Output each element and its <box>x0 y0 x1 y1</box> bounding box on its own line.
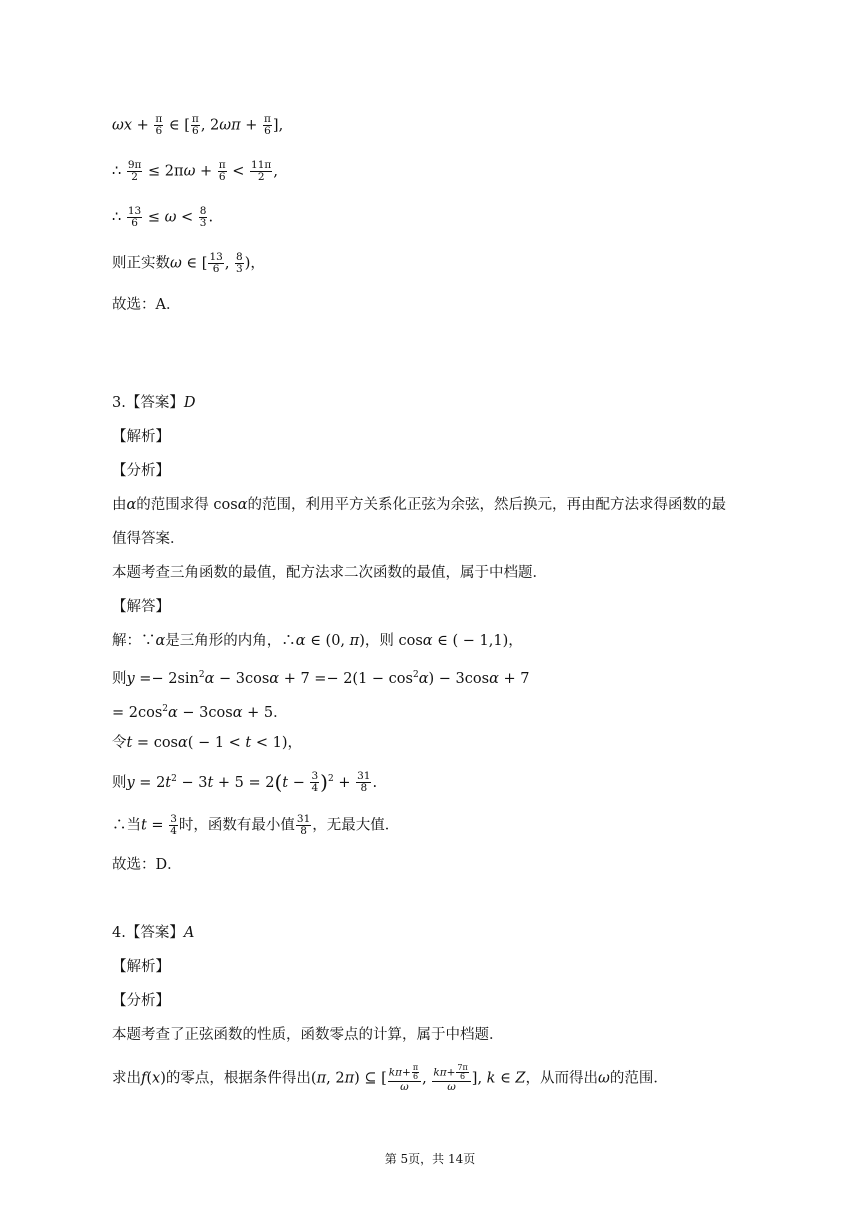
q3-fenxi-line2: 值得答案． <box>112 531 185 547</box>
q3-ze: 则 <box>112 774 127 791</box>
q4-line2-b: 的零点，根据条件得出 <box>165 1070 311 1087</box>
q3-choice: 故选：D． <box>112 857 182 873</box>
q3-solution-line1: 解：∵α是三角形的内角，∴α ∈ (0, π)，则 cosα ∈ ( − 1,1)， <box>112 633 523 649</box>
q4-heading <box>112 922 194 944</box>
formula-omega-range: ωx + $\frac{\pi}{6}$ ∈ [ $\frac{\pi}{6}$ , 2ωπ + $\frac{\pi}{6}$ ], <box>112 113 284 137</box>
q4-line2-d: 的范围． <box>609 1070 668 1087</box>
formula-inequality-1: ∴ $\frac{9\pi}{2}$ ≤ 2πω + $\frac{\pi}{6}$ < $\frac{11\pi}{2}$ , <box>112 159 278 183</box>
formula-inequality-2: ∴ $\frac{13}{6}$ ≤ ω < $\frac{8}{3}$ . <box>112 205 214 229</box>
q3-fenxi-line3: 本题考查三角函数的最值，配方法求二次函数的最值，属于中档题． <box>112 565 547 581</box>
q3-fenxi-line1: 由α的范围求得 cosα的范围，利用平方关系化正弦为余弦，然后换元，再由配方法求得函数的最 <box>112 497 726 513</box>
q4-answer-tag: 【答案】 <box>125 925 184 941</box>
q3-solution-line6: ∴当t = $\frac{3}{4}$ 时，函数有最小值 $\frac{31}{8}$ ，无最大值． <box>112 813 400 837</box>
q4-line2-a: 求出 <box>112 1070 141 1087</box>
q3-jie-then: ，则 cos <box>364 633 423 649</box>
q3-jie-prefix: 解：∵ <box>112 633 156 649</box>
q3-dang-end: ，无最大值． <box>312 817 400 834</box>
q3-jie-mid: 是三角形的内角，∴ <box>165 633 296 649</box>
q3-answer: D <box>183 395 196 411</box>
q3-fenxi-tag: 【分析】 <box>112 463 170 479</box>
q4-number: 4. <box>112 925 126 941</box>
q4-line2: 求出f(x)的零点，根据条件得出(π, 2π) ⊆ [ kπ+ $\frac{\pi}{6}$ ω , kπ+ $\frac{7\pi}{6}$ ω ], k ∈ Z，从而得出ω的范围． <box>112 1063 668 1093</box>
q3-ling: 令 <box>112 735 127 751</box>
q3-solution-line4: 令t = cosα( − 1 < t < 1)， <box>112 735 302 751</box>
q3-solution-line2: 则$y =- 2\sin^2\alpha - 3\cos\alpha + 7 =- 2(1 - \cos^2\alpha) - 3\cos\alpha + 7$ <box>112 670 530 687</box>
q4-line2-c: ，从而得出 <box>525 1070 598 1087</box>
q3-jieda-tag: 【解答】 <box>112 599 170 615</box>
q3-answer-tag: 【答案】 <box>125 395 184 411</box>
result-line: 则正实数ω ∈ [ $\frac{13}{6}$ , $\frac{8}{3}$ )， <box>112 251 265 275</box>
q3-analysis-tag: 【解析】 <box>112 429 170 445</box>
q3-dang-prefix: ∴当 <box>112 817 141 834</box>
q4-answer: A <box>183 925 195 941</box>
q3-solution-line5: 则$y = 2t^2 - 3t + 5 = 2(t$ − $\frac{3}{4}$ )$^2$ + $\frac{31}{8}$ . <box>112 769 378 795</box>
q3-number: 3. <box>112 395 126 411</box>
q4-line1: 本题考查了正弦函数的性质，函数零点的计算，属于中档题． <box>112 1027 504 1043</box>
page-footer: 第 5页，共 14页 <box>384 1152 476 1166</box>
choice-line: 故选：A． <box>112 297 181 313</box>
result-text: 则正实数 <box>112 255 170 272</box>
q3-solution-line3: = $2\cos^2\alpha - 3\cos\alpha + 5$． <box>112 704 288 721</box>
q3-heading <box>112 392 195 414</box>
q3-dang-mid: 时，函数有最小值 <box>178 817 295 834</box>
q3-fenxi-text-b: 的范围，利用平方关系化正弦为余弦，然后换元，再由配方法求得函数的最 <box>247 497 726 513</box>
q3-fenxi-text-a: 的范围求得 cos <box>136 497 238 513</box>
q4-analysis-tag: 【解析】 <box>112 959 170 975</box>
q4-fenxi-tag: 【分析】 <box>112 993 170 1009</box>
